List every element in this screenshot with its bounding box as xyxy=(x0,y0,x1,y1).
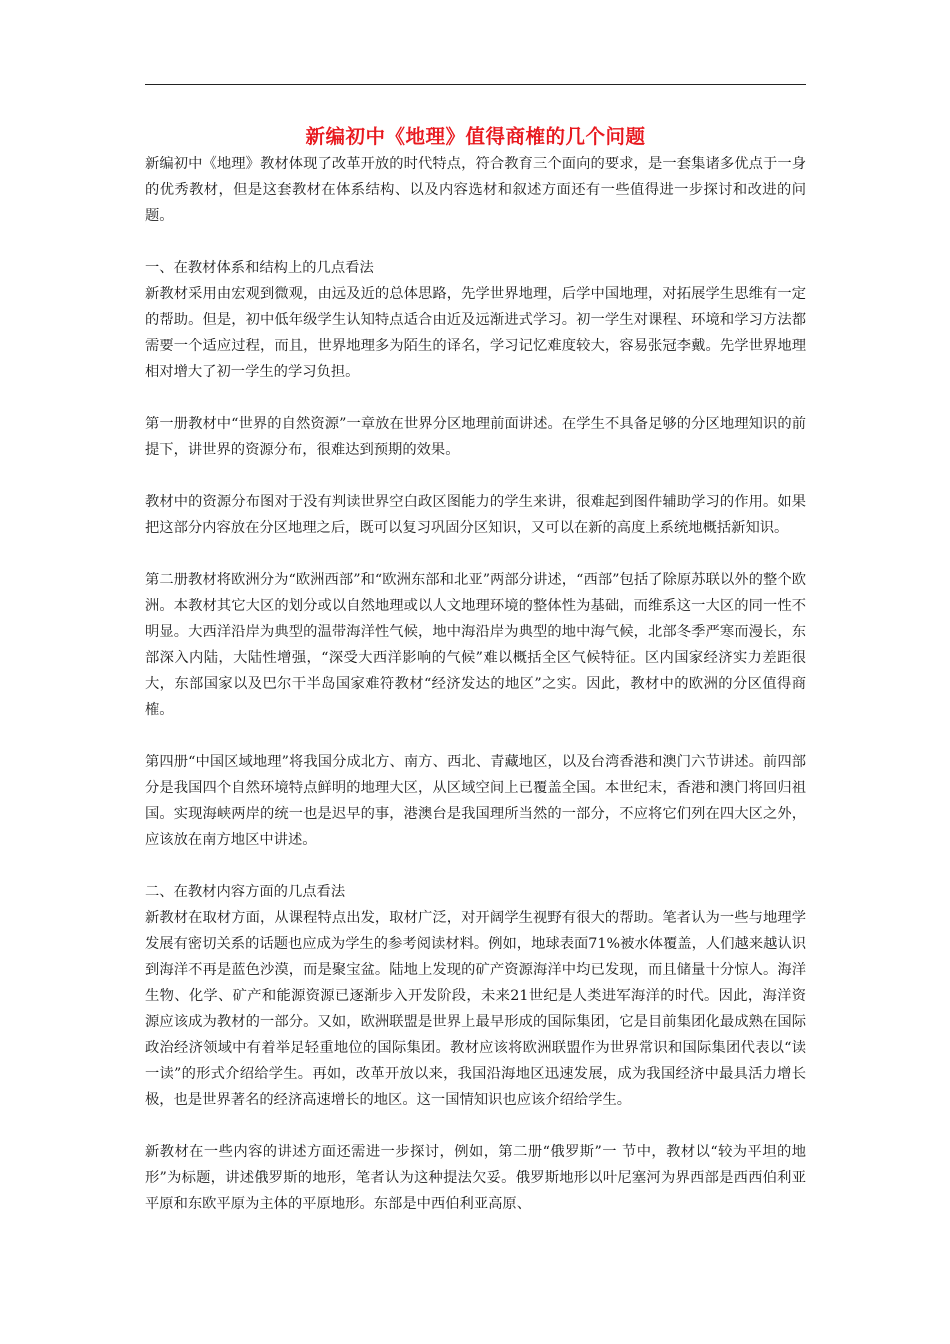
section-2-paragraph: 新教材在取材方面，从课程特点出发，取材广泛，对开阔学生视野有很大的帮助。笔者认为一些与地理学发展有密切关系的话题也应成为学生的参考阅读材料。例如，地球表面71%被水体覆盖，人们越来越认识到海洋不再是蓝色沙漠，而是聚宝盆。陆地上发现的矿产资源海洋中均已发现，而且储量十分惊人。海洋生物、化学、矿产和能源资源已逐渐步入开发阶段，未来21世纪是人类进军海洋的时代。因此，海洋资源应该成为教材的一部分。又如，欧洲联盟是世界上最早形成的国际集团，它是目前集团化最成熟在国际政治经济领域中有着举足轻重地位的国际集团。教材应该将欧洲联盟作为世界常识和国际集团代表以“读一读”的形式介绍给学生。再如，改革开放以来，我国沿海地区迅速发展，成为我国经济中最具活力增长极，也是世界著名的经济高速增长的地区。这一国情知识也应该介绍给学生。 xyxy=(145,910,806,1108)
section-2-paragraph: 新教材在一些内容的讲述方面还需进一步探讨，例如，第二册“俄罗斯”一 节中，教材以“较为平坦的地形”为标题，讲述俄罗斯的地形，笔者认为这种提法欠妥。俄罗斯地形以叶尼塞河为界西部是西西伯利亚平原和东欧平原为主体的平原地形。东部是中西伯利亚高原、 xyxy=(145,1144,806,1212)
section-1-paragraph: 第二册教材将欧洲分为“欧洲西部”和“欧洲东部和北亚”两部分讲述，“西部”包括了除原苏联以外的整个欧洲。本教材其它大区的划分或以自然地理或以人文地理环境的整体性为基础，而维系这一大区的同一性不明显。大西洋沿岸为典型的温带海洋性气候，地中海沿岸为典型的地中海气候，北部冬季严寒而漫长，东部深入内陆，大陆性增强，“深受大西洋影响的气候”难以概括全区气候特征。区内国家经济实力差距很大，东部国家以及巴尔干半岛国家难符教材“经济发达的地区”之实。因此，教材中的欧洲的分区值得商榷。 xyxy=(145,572,806,718)
intro-paragraph: 新编初中《地理》教材体现了改革开放的时代特点，符合教育三个面向的要求，是一套集诸多优点于一身的优秀教材，但是这套教材在体系结构、以及内容选材和叙述方面还有一些值得进一步探讨和改进的问题。 xyxy=(145,156,806,224)
section-2-heading: 二、在教材内容方面的几点看法 xyxy=(145,884,346,900)
section-1-paragraph: 第一册教材中“世界的自然资源”一章放在世界分区地理前面讲述。在学生不具备足够的分区地理知识的前提下，讲世界的资源分布，很难达到预期的效果。 xyxy=(145,416,806,458)
section-1-paragraph: 第四册“中国区域地理”将我国分成北方、南方、西北、青藏地区，以及台湾香港和澳门六节讲述。前四部分是我国四个自然环境特点鲜明的地理大区，从区域空间上已覆盖全国。本世纪末，香港和澳门将回归祖国。实现海峡两岸的统一也是迟早的事，港澳台是我国理所当然的一部分，不应将它们列在四大区之外，应该放在南方地区中讲述。 xyxy=(145,754,806,848)
section-1-paragraph: 新教材采用由宏观到微观，由远及近的总体思路，先学世界地理，后学中国地理，对拓展学生思维有一定的帮助。但是，初中低年级学生认知特点适合由近及远渐进式学习。初一学生对课程、环境和学习方法都需要一个适应过程，而且，世界地理多为陌生的译名，学习记忆难度较大，容易张冠李戴。先学世界地理相对增大了初一学生的学习负担。 xyxy=(145,286,806,380)
document-title: 新编初中《地理》值得商榷的几个问题 xyxy=(305,125,646,148)
header-rule xyxy=(145,84,806,85)
document-body xyxy=(145,151,806,1217)
section-1-paragraph: 教材中的资源分布图对于没有判读世界空白政区图能力的学生来讲，很难起到图件辅助学习的作用。如果把这部分内容放在分区地理之后，既可以复习巩固分区知识，又可以在新的高度上系统地概括新知识。 xyxy=(145,494,806,536)
section-1-heading: 一、在教材体系和结构上的几点看法 xyxy=(145,260,374,276)
